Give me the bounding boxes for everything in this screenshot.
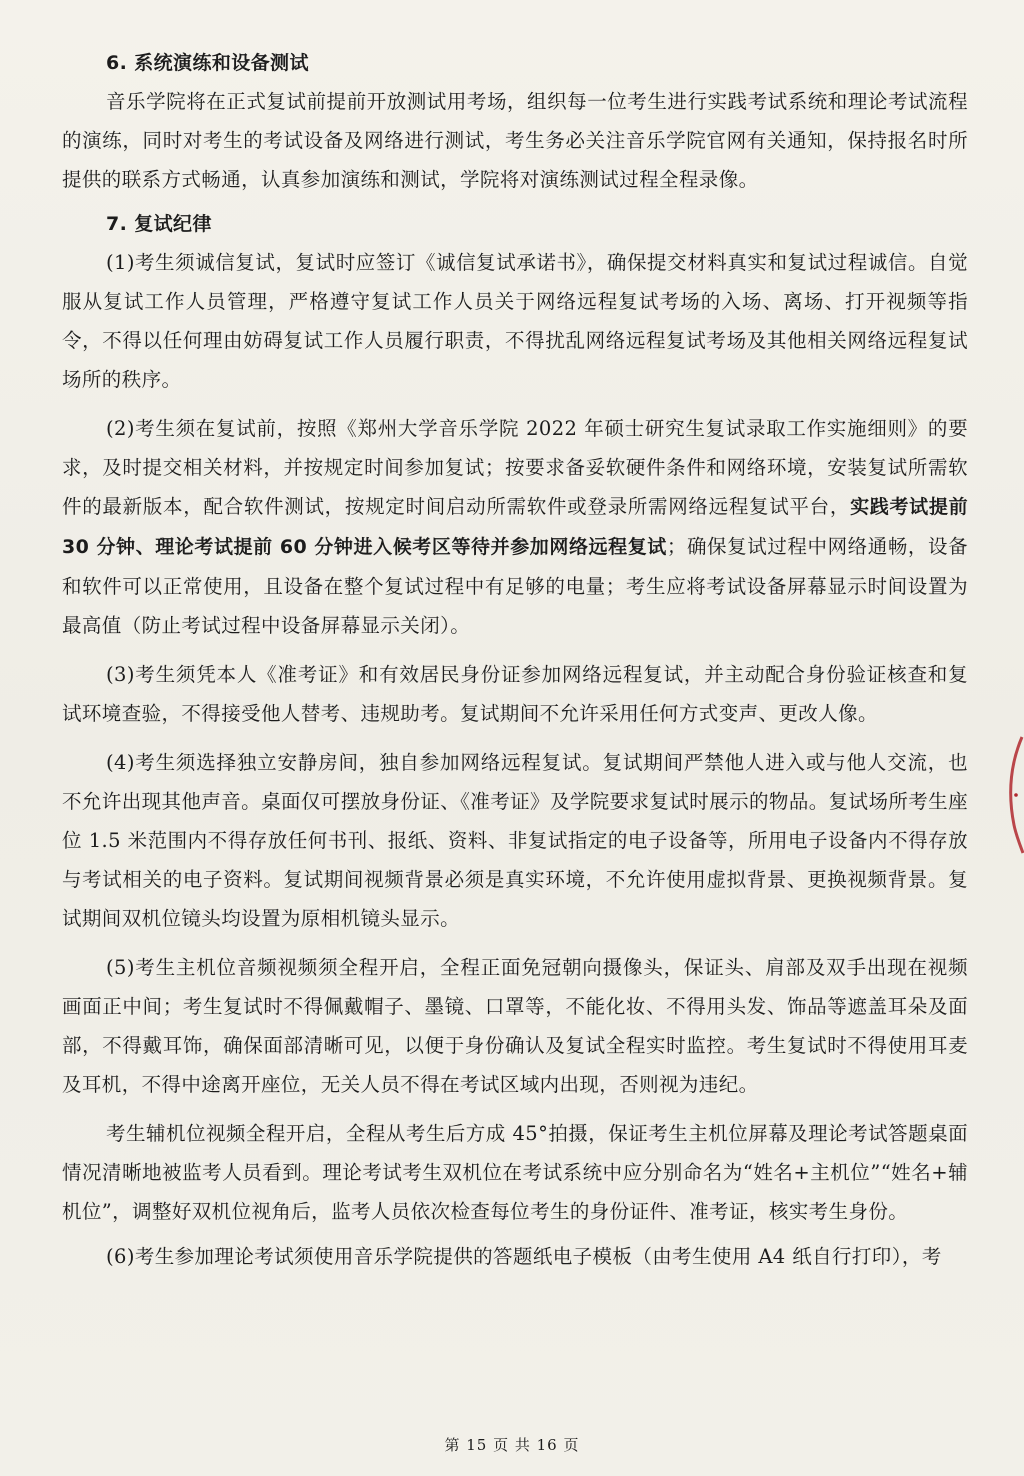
page-footer: 第 15 页 共 16 页 xyxy=(444,1436,580,1454)
rule-3-paragraph: (3)考生须凭本人《准考证》和有效居民身份证参加网络远程复试，并主动配合身份验证核查和复试环境查验，不得接受他人替考、违规助考。复试期间不允许采用任何方式变声、更改人像。 xyxy=(62,663,968,725)
rule-2-paragraph xyxy=(62,409,968,645)
rule-2-text-b: ；确保复试过程中网络通畅，设备和软件可以正常使用，且设备在整个复试过程中有足够的电量；考生应将考试设备屏幕显示时间设置为最高值（防止考试过程中设备屏幕显示关闭）。 xyxy=(62,535,968,637)
section-7-heading: 7. 复试纪律 xyxy=(106,213,212,235)
rule-1-paragraph: (1)考生须诚信复试，复试时应签订《诚信复试承诺书》，确保提交材料真实和复试过程诚信。自觉服从复试工作人员管理，严格遵守复试工作人员关于网络远程复试考场的入场、离场、打开视频等指令，不得以任何理由妨碍复试工作人员履行职责，不得扰乱网络远程复试考场及其他相关网络远程复试场所的秩序。 xyxy=(62,251,968,391)
rule-5-paragraph: (5)考生主机位音频视频须全程开启，全程正面免冠朝向摄像头，保证头、肩部及双手出现在视频画面正中间；考生复试时不得佩戴帽子、墨镜、口罩等，不能化妆、不得用头发、饰品等遮盖耳朵及面部，不得戴耳饰，确保面部清晰可见，以便于身份确认及复试全程实时监控。考生复试时不得使用耳麦及耳机，不得中途离开座位，无关人员不得在考试区域内出现，否则视为违纪。 xyxy=(62,956,968,1096)
section-6-heading: 6. 系统演练和设备测试 xyxy=(106,52,309,74)
red-seal-edge-mark xyxy=(1002,735,1024,855)
rule-2-text-a: (2)考生须在复试前，按照《郑州大学音乐学院 2022 年硕士研究生复试录取工作实施细则》的要求，及时提交相关材料，并按规定时间参加复试；按要求备妥软硬件条件和网络环境，安装复试所需软件的最新版本，配合软件测试，按规定时间启动所需软件或登录所需网络远程复试平台， xyxy=(62,417,968,518)
rule-4-paragraph: (4)考生须选择独立安静房间，独自参加网络远程复试。复试期间严禁他人进入或与他人交流，也不允许出现其他声音。桌面仅可摆放身份证、《准考证》及学院要求复试时展示的物品。复试场所考生座位 1.5 米范围内不得存放任何书刊、报纸、资料、非复试指定的电子设备等，所用电子设备内不得存放与考试相关的电子资料。复试期间视频背景必须是真实环境，不允许使用虚拟背景、更换视频背景。复试期间双机位镜头均设置为原相机镜头显示。 xyxy=(62,751,968,930)
rule-2-bold-text: 实践考试提前 30 分钟、理论考试提前 60 分钟进入候考区等待并参加网络远程复试 xyxy=(62,496,968,558)
rule-6-paragraph: (6)考生参加理论考试须使用音乐学院提供的答题纸电子模板（由考生使用 A4 纸自行打印），考 xyxy=(106,1245,942,1268)
document-content xyxy=(62,44,968,1276)
section-6-paragraph: 音乐学院将在正式复试前提前开放测试用考场，组织每一位考生进行实践考试系统和理论考试流程的演练，同时对考生的考试设备及网络进行测试，考生务必关注音乐学院官网有关通知，保持报名时所提供的联系方式畅通，认真参加演练和测试，学院将对演练测试过程全程录像。 xyxy=(62,90,968,191)
rule-5-continued-paragraph: 考生辅机位视频全程开启，全程从考生后方成 45°拍摄，保证考生主机位屏幕及理论考试答题桌面情况清晰地被监考人员看到。理论考试考生双机位在考试系统中应分别命名为“姓名+主机位”“姓名+辅机位”，调整好双机位视角后，监考人员依次检查每位考生的身份证件、准考证，核实考生身份。 xyxy=(62,1122,968,1223)
